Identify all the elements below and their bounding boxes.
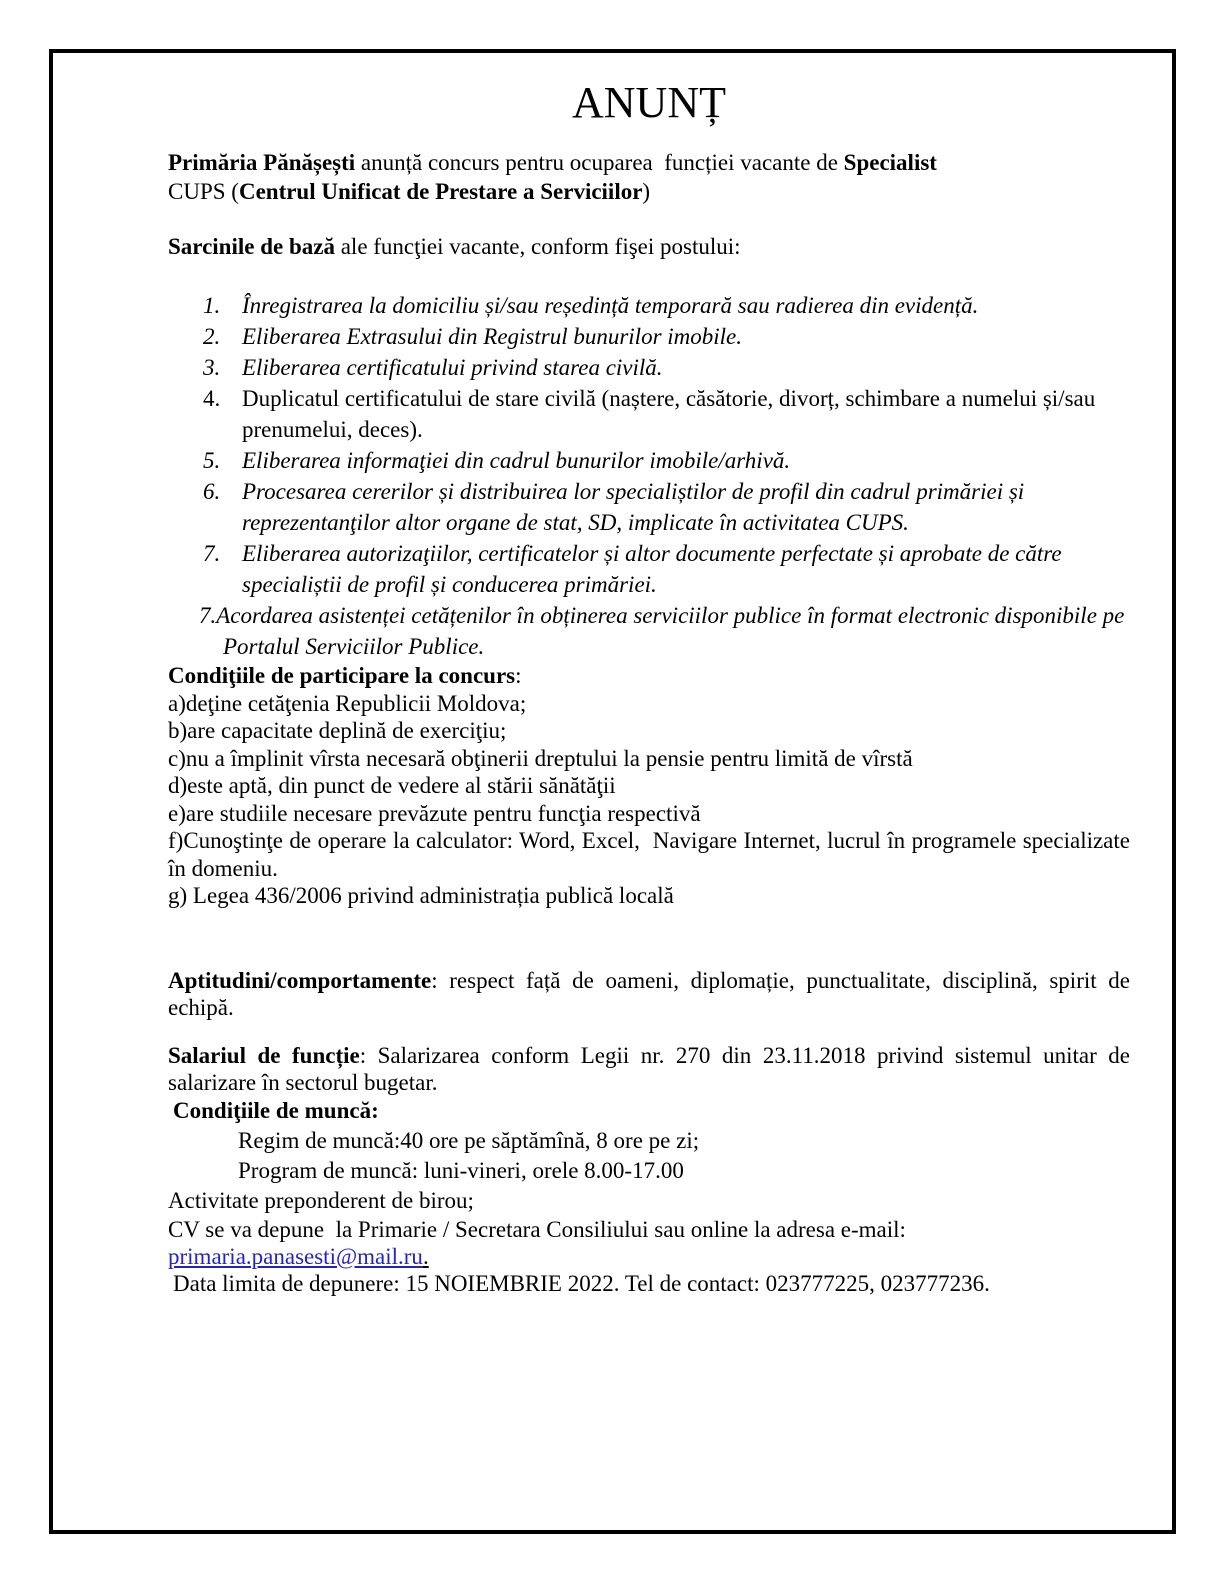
task-text: Înregistrarea la domiciliu și/sau reședință temporară sau radierea din evidență. bbox=[242, 293, 979, 318]
participation-item-f: f)Cunoştinţe de operare la calculator: Word, Excel, Navigare Internet, lucrul în programele specializate în domeniu. bbox=[168, 828, 1136, 881]
email-period: . bbox=[422, 1243, 429, 1269]
page-title: ANUNȚ bbox=[572, 78, 726, 127]
submission-section bbox=[168, 1216, 1130, 1297]
aptitudes-text: : respect față de oameni, diplomație, punctualitate, disciplină, spirit de echipă. bbox=[168, 967, 1130, 1020]
task-extra-item: 7.Acordarea asistenței cetățenilor în obținerea serviciilor publice în format electronic disponibile pe Portalul Serviciilor Publice. bbox=[199, 603, 1125, 659]
work-regim-line: Regim de muncă:40 ore pe săptămînă, 8 ore pe zi; bbox=[238, 1127, 700, 1153]
task-number: 7. bbox=[203, 541, 221, 566]
work-conditions-section bbox=[168, 1096, 1130, 1216]
task-item bbox=[168, 290, 1130, 321]
task-number: 3. bbox=[203, 355, 221, 380]
specialist-label: Specialist bbox=[843, 150, 937, 175]
email-line bbox=[168, 1243, 1130, 1270]
participation-heading-colon: : bbox=[515, 663, 522, 688]
work-conditions-heading: Condiţiile de muncă: bbox=[173, 1097, 379, 1123]
intro-text: anunță concurs pentru ocuparea funcției vacante de bbox=[355, 150, 844, 175]
task-text: Eliberarea informaţiei din cadrul bunurilor imobile/arhivă. bbox=[242, 448, 791, 473]
task-item bbox=[168, 476, 1130, 538]
participation-section bbox=[168, 662, 1136, 910]
aptitudes-label: Aptitudini/comportamente bbox=[168, 967, 432, 993]
center-name: Centrul Unificat de Prestare a Serviciilor bbox=[238, 179, 643, 204]
page-frame bbox=[49, 49, 1176, 1534]
cups-close-paren: ) bbox=[642, 179, 651, 204]
task-item bbox=[168, 383, 1130, 445]
task-number: 4. bbox=[203, 386, 221, 411]
tasks-heading-bold: Sarcinile de bază bbox=[168, 234, 335, 259]
task-text: Eliberarea certificatului privind starea civilă. bbox=[242, 355, 663, 380]
email-link[interactable]: primaria.panasesti@mail.ru bbox=[168, 1243, 423, 1269]
salary-label: Salariul de funcție bbox=[168, 1042, 360, 1068]
task-item bbox=[168, 538, 1130, 600]
task-text: Duplicatul certificatului de stare civilă (naștere, căsătorie, divorț, schimbare a numelui și/sau prenumelui, deces). bbox=[242, 386, 1096, 442]
participation-item-d: d)este aptă, din punct de vedere al stării sănătăţii bbox=[168, 773, 616, 798]
salary-text: : Salarizarea conform Legii nr. 270 din 23.11.2018 privind sistemul unitar de salarizare în sectorul bugetar. bbox=[168, 1042, 1130, 1095]
task-number: 5. bbox=[203, 448, 221, 473]
task-text: Eliberarea autorizaţiilor, certificatelor și altor documente perfectate și aprobate de către specialiștii de profil și conducerea primăriei. bbox=[242, 541, 1062, 597]
cv-instructions-line: CV se va depune la Primarie / Secretara Consiliului sau online la adresa e-mail: bbox=[168, 1216, 906, 1242]
task-item bbox=[168, 352, 1130, 383]
tasks-heading-rest: ale funcţiei vacante, conform fişei postului: bbox=[334, 234, 741, 259]
task-number: 1. bbox=[203, 293, 221, 318]
task-number: 2. bbox=[203, 324, 221, 349]
task-item bbox=[168, 321, 1130, 352]
cups-abbrev: CUPS ( bbox=[168, 179, 239, 204]
deadline-line: Data limita de depunere: 15 NOIEMBRIE 2022. Tel de contact: 023777225, 023777236. bbox=[173, 1270, 990, 1296]
participation-item-c: c)nu a împlinit vîrsta necesară obţinerii dreptului la pensie pentru limită de vîrstă bbox=[168, 745, 913, 771]
participation-heading bbox=[168, 662, 1130, 690]
task-item bbox=[168, 445, 1130, 476]
participation-item-b: b)are capacitate deplină de exerciţiu; bbox=[168, 718, 507, 743]
salary-paragraph bbox=[168, 1042, 1130, 1096]
participation-item-a: a)deţine cetăţenia Republicii Moldova; bbox=[168, 690, 527, 716]
tasks-heading bbox=[168, 232, 1130, 261]
task-text: Procesarea cererilor și distribuirea lor specialiștilor de profil din cadrul primăriei și reprezentanţilor altor organe de stat, SD, implicate în activitatea CUPS. bbox=[242, 479, 1025, 535]
task-text: Eliberarea Extrasului din Registrul bunurilor imobile. bbox=[242, 324, 743, 349]
tasks-list bbox=[168, 290, 1130, 662]
organization-name: Primăria Pănășești bbox=[168, 150, 356, 175]
work-activity-line: Activitate preponderent de birou; bbox=[168, 1187, 474, 1213]
participation-item-g: g) Legea 436/2006 privind administrația publică locală bbox=[168, 883, 674, 908]
participation-item-e: e)are studiile necesare prevăzute pentru funcţia respectivă bbox=[168, 800, 701, 826]
participation-heading-bold: Condiţiile de participare la concurs bbox=[168, 663, 516, 688]
task-number: 6. bbox=[203, 479, 221, 504]
work-program-line: Program de muncă: luni-vineri, orele 8.00-17.00 bbox=[238, 1157, 684, 1183]
intro-paragraph bbox=[168, 148, 1130, 206]
aptitudes-paragraph bbox=[168, 967, 1130, 1021]
